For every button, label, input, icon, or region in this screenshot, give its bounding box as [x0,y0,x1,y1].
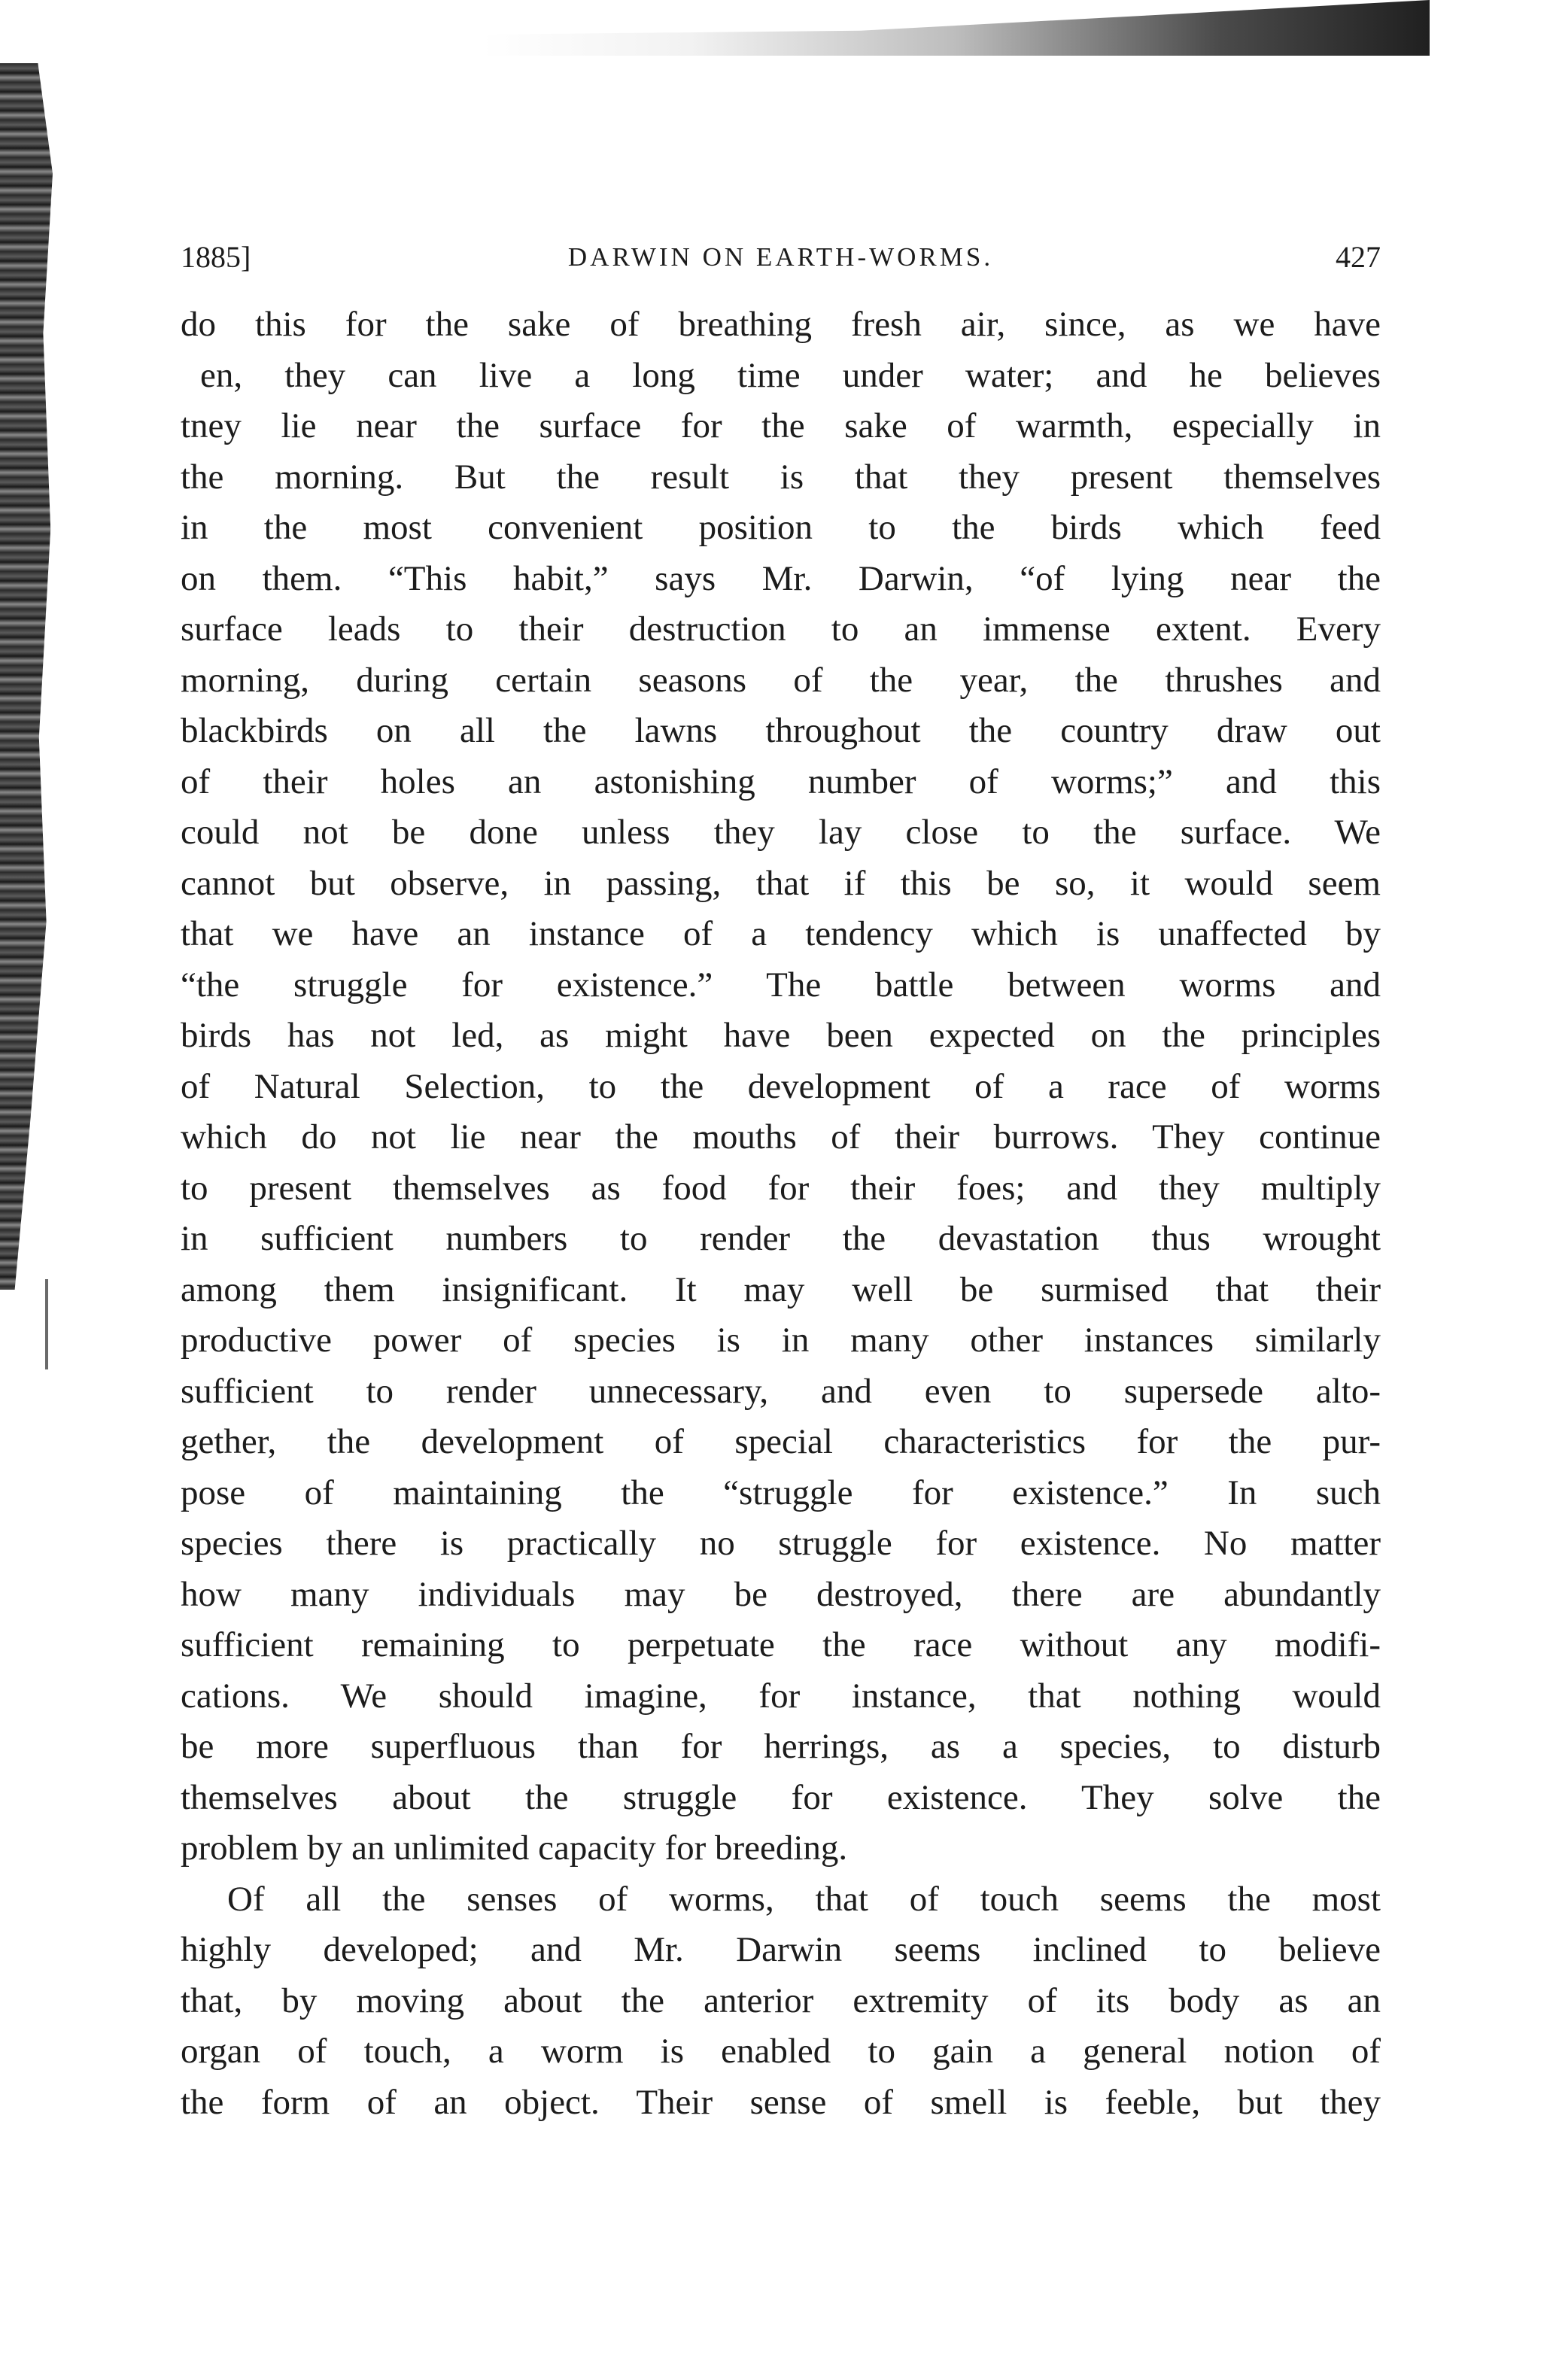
text-line: could not be done unless they lay close to the surface. We [181,813,1381,852]
text-line: cations. We should imagine, for instance, that nothing would [181,1676,1381,1716]
running-head [181,239,1381,284]
text-line: organ of touch, a worm is enabled to gain a general notion of [181,2032,1381,2071]
running-head-title: DARWIN ON EARTH-WORMS. [567,242,994,272]
text-line: tney lie near the surface for the sake of warmth, especially in [181,406,1381,445]
text-line: the form of an object. Their sense of smell is feeble, but they [181,2082,1381,2122]
scan-edge-shadow-top [482,0,1430,56]
text-line: that, by moving about the anterior extremity of its body as an [181,1980,1381,2020]
text-line: in the most convenient position to the birds which feed [181,508,1381,547]
text-line: morning, during certain seasons of the year, the thrushes and [181,660,1381,700]
text-line: of their holes an astonishing number of worms;” and this [181,761,1381,801]
text-line: sufficient remaining to perpetuate the race without any modifi- [181,1625,1381,1664]
text-line: problem by an unlimited capacity for breeding. [181,1828,848,1868]
body-text [181,299,1381,2316]
text-line: gether, the development of special characteristics for the pur- [181,1422,1381,1461]
text-line: among them insignificant. It may well be surmised that their [181,1269,1381,1309]
text-line: highly developed; and Mr. Darwin seems inclined to believe [181,1930,1381,1969]
text-line: species there is practically no struggle for existence. No matter [181,1524,1381,1563]
text-line: Of all the senses of worms, that of touch seems the most [227,1879,1381,1919]
text-line: themselves about the struggle for existence. They solve the [181,1777,1381,1817]
scan-edge-line-left [45,1279,48,1369]
running-head-year: 1885] [181,240,251,274]
scan-edge-shadow-left [0,63,53,1290]
text-line: how many individuals may be destroyed, there are abundantly [181,1574,1381,1614]
text-line: on them. “This habit,” says Mr. Darwin, “of lying near the [181,558,1381,598]
text-line: en, they can live a long time under water; and he believes [200,355,1381,395]
text-line: pose of maintaining the “struggle for existence.” In such [181,1473,1381,1512]
text-line: of Natural Selection, to the development of a race of worms [181,1066,1381,1106]
text-line: that we have an instance of a tendency which is unaffected by [181,914,1381,953]
text-line: “the struggle for existence.” The battle between worms and [181,965,1381,1005]
text-line: sufficient to render unnecessary, and even to supersede alto- [181,1371,1381,1411]
page-number: 427 [1336,240,1381,274]
text-line: surface leads to their destruction to an immense extent. Every [181,609,1381,649]
text-line: do this for the sake of breathing fresh air, since, as we have [181,305,1381,344]
text-line: which do not lie near the mouths of their burrows. They continue [181,1117,1381,1157]
text-line: to present themselves as food for their foes; and they multiply [181,1168,1381,1208]
text-line: productive power of species is in many other instances similarly [181,1321,1381,1360]
text-line: cannot but observe, in passing, that if this be so, it would seem [181,863,1381,903]
text-line: the morning. But the result is that they present themselves [181,457,1381,497]
text-line: birds has not led, as might have been expected on the principles [181,1016,1381,1055]
text-line: be more superfluous than for herrings, as a species, to disturb [181,1727,1381,1766]
text-line: blackbirds on all the lawns throughout the country draw out [181,711,1381,750]
text-line: in sufficient numbers to render the devastation thus wrought [181,1219,1381,1258]
